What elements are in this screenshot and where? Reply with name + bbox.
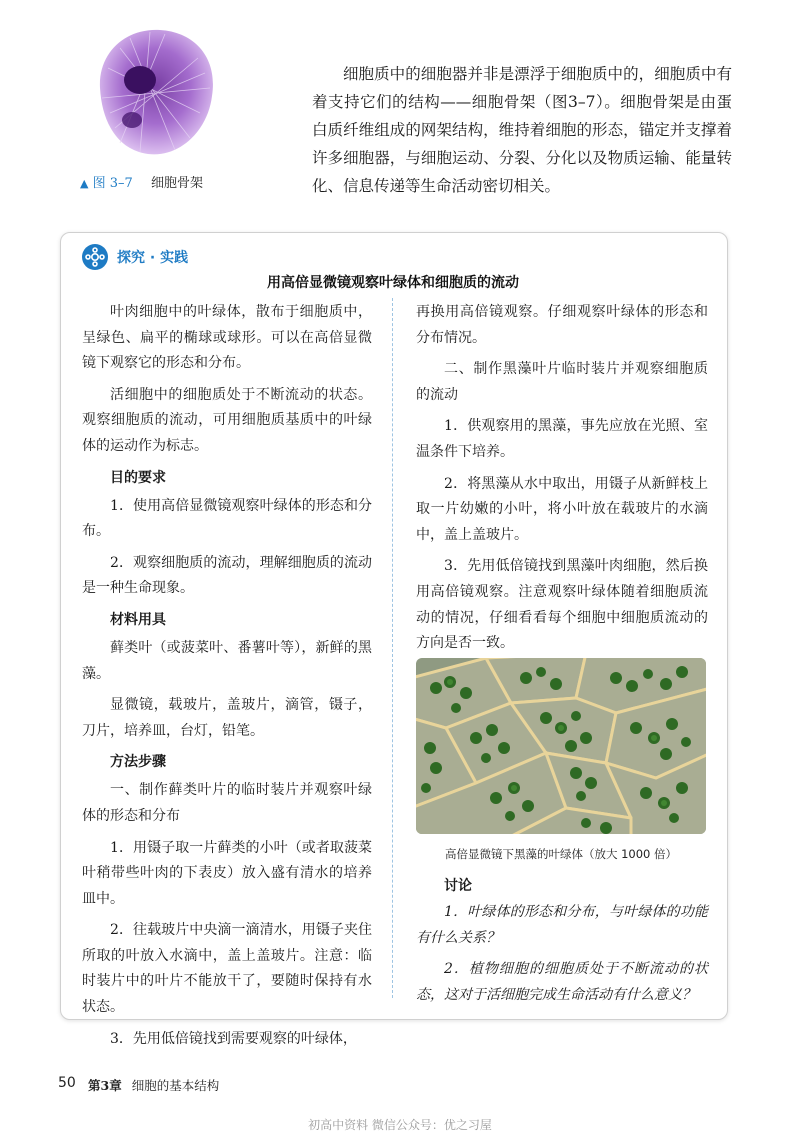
chapter-number: 第3章 (88, 1078, 122, 1093)
step-item: 2．往载玻片中央滴一滴清水，用镊子夹住所取的叶放入水滴中，盖上盖玻片。注意：临时装片中的叶片不能放干了，要随时保持有水状态。 (82, 922, 372, 1016)
materials-item: 显微镜，载玻片，盖玻片，滴管，镊子，刀片，培养皿，台灯，铅笔。 (82, 697, 372, 739)
step-item: 3．先用低倍镜找到黑藻叶肉细胞，然后换用高倍镜观察。注意观察叶绿体随着细胞质流动的情况，仔细看看每个细胞中细胞质流动的方向是否一致。 (416, 558, 708, 652)
left-column (82, 300, 372, 1058)
column-divider (392, 298, 393, 998)
paragraph: 活细胞中的细胞质处于不断流动的状态。观察细胞质的流动，可用细胞质基质中的叶绿体的运动作为标志。 (82, 386, 372, 454)
goal-item: 2．观察细胞质的流动，理解细胞质的流动是一种生命现象。 (82, 554, 372, 597)
figure-number: 图 3–7 (92, 176, 133, 191)
section-heading-steps: 方法步骤 (110, 754, 166, 771)
goal-item: 1．使用高倍显微镜观察叶绿体的形态和分布。 (82, 497, 372, 540)
activity-title: 用高倍显微镜观察叶绿体和细胞质的流动 (267, 275, 519, 291)
right-column (416, 300, 708, 663)
chloroplast-micrograph (416, 658, 706, 834)
section-heading-goals: 目的要求 (110, 469, 166, 486)
step-item: 2．将黑藻从水中取出，用镊子从新鲜枝上取一片幼嫩的小叶，将小叶放在载玻片的水滴中，盖上盖玻片。 (416, 475, 708, 543)
materials-item: 藓类叶（或菠菜叶、番薯叶等），新鲜的黑藻。 (82, 639, 372, 682)
activity-label: 探究 · 实践 (117, 250, 189, 266)
step-item: 1．用镊子取一片藓类的小叶（或者取菠菜叶稍带些叶肉的下表皮）放入盛有清水的培养皿中。 (82, 839, 372, 907)
paragraph: 叶肉细胞中的叶绿体，散布于细胞质中，呈绿色、扁平的椭球或球形。可以在高倍显微镜下观察它的形态和分布。 (82, 304, 372, 372)
discussion-question: 1．叶绿体的形态和分布，与叶绿体的功能有什么关系？ (416, 904, 708, 946)
triangle-marker-icon: ▲ (80, 177, 89, 190)
watermark: 初高中资料 微信公众号：优之习屋 (308, 1118, 492, 1132)
step-item: 1．供观察用的黑藻，事先应放在光照、室温条件下培养。 (416, 418, 708, 460)
discussion-section (416, 874, 708, 1014)
section-heading-materials: 材料用具 (110, 611, 166, 628)
page-number: 50 (58, 1075, 76, 1091)
chapter-footer (88, 1076, 219, 1094)
chapter-title: 细胞的基本结构 (131, 1078, 220, 1093)
section-heading-discussion: 讨论 (444, 878, 472, 894)
step-item: 3．先用低倍镜找到需要观察的叶绿体， (110, 1030, 357, 1047)
figure-caption (80, 172, 203, 191)
cytoskeleton-figure (80, 18, 228, 166)
explore-practice-icon (81, 243, 109, 271)
discussion-question: 2．植物细胞的细胞质处于不断流动的状态，这对于活细胞完成生命活动有什么意义？ (416, 961, 708, 1003)
paragraph-continued: 再换用高倍镜观察。仔细观察叶绿体的形态和分布情况。 (416, 304, 708, 346)
micrograph-caption: 高倍显微镜下黑藻的叶绿体（放大 1000 倍） (444, 847, 678, 861)
figure-caption-text: 细胞骨架 (150, 176, 203, 191)
intro-paragraph: 细胞质中的细胞器并非是漂浮于细胞质中的，细胞质中有着支持它们的结构——细胞骨架（图3–7）。细胞骨架是由蛋白质纤维组成的网架结构，维持着细胞的形态，锚定并支撑着许多细胞器，与细胞运动、分裂、分化以及物质运输、能量转化、信息传递等生命活动密切相关。 (312, 65, 732, 195)
step-part-heading: 二、制作黑藻叶片临时装片并观察细胞质的流动 (416, 361, 708, 403)
step-part-heading: 一、制作藓类叶片的临时装片并观察叶绿体的形态和分布 (82, 782, 372, 824)
